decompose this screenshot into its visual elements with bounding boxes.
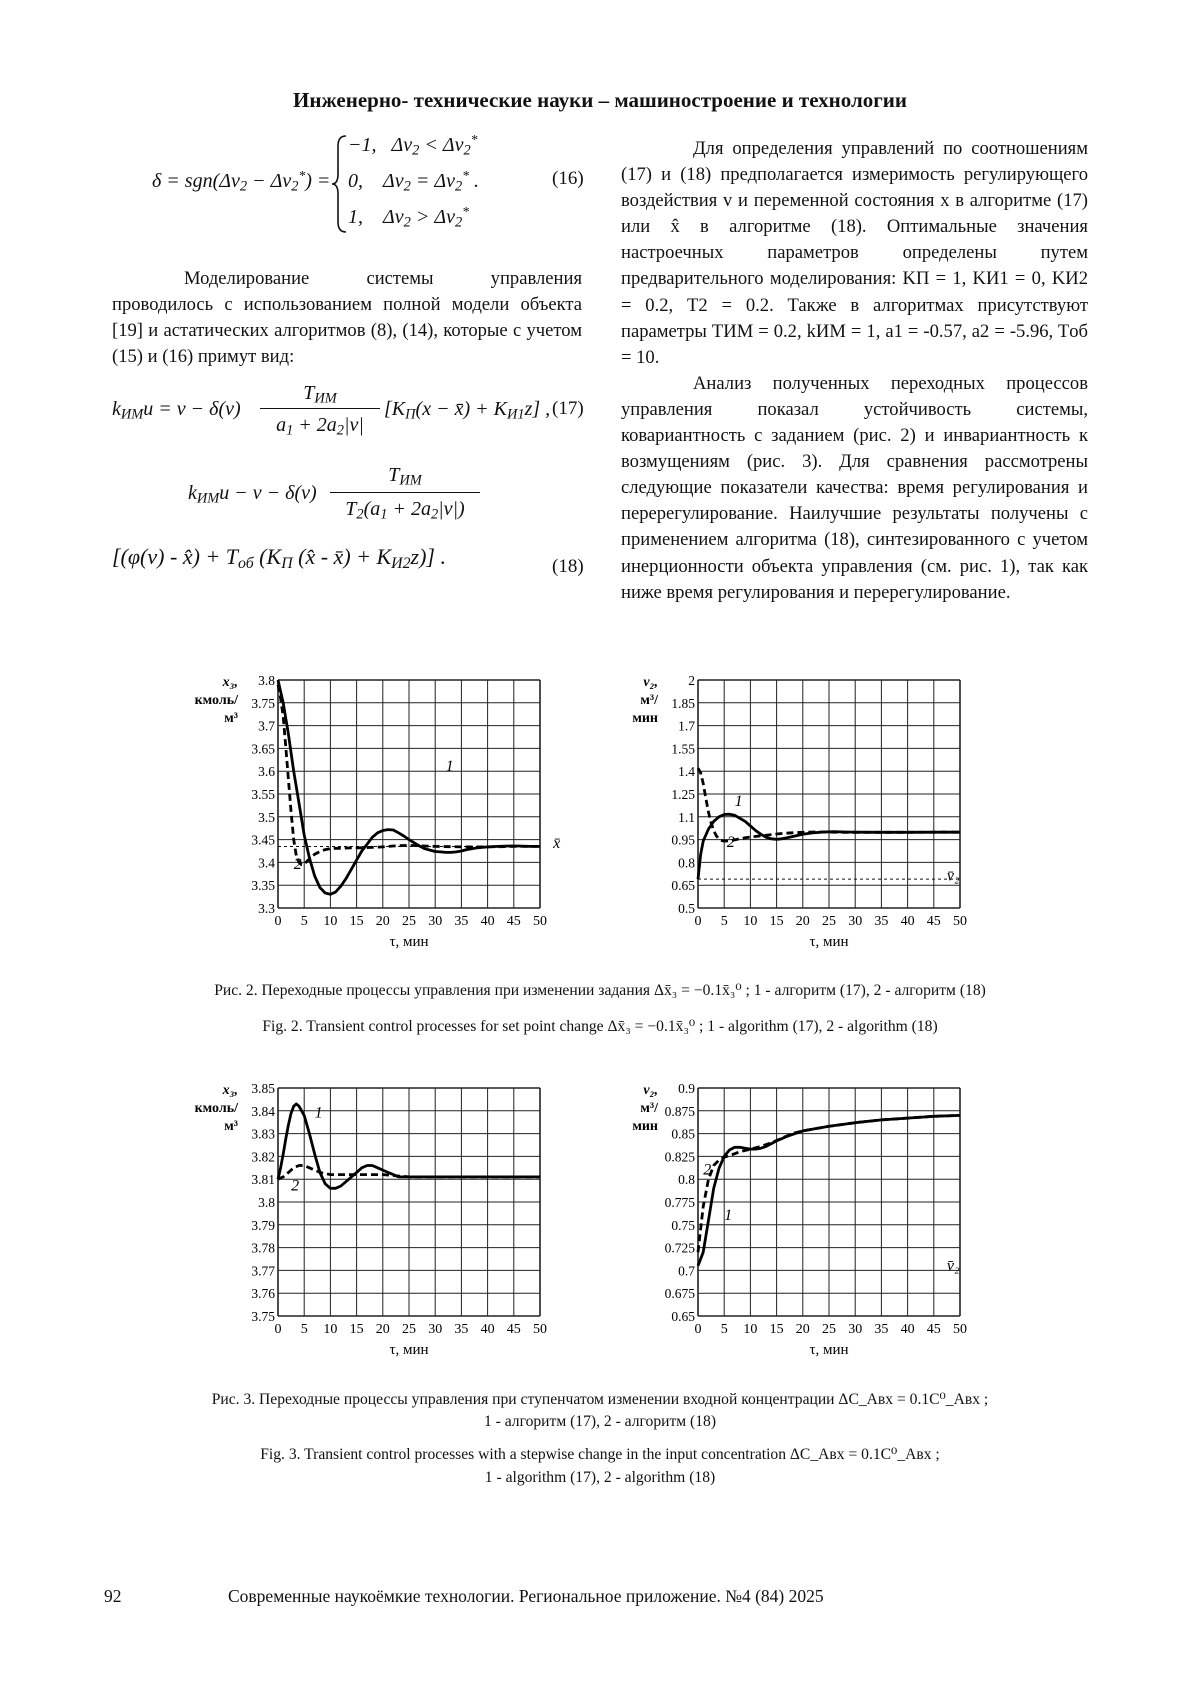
y-tick-label: 1.25 <box>671 787 695 802</box>
y-tick-label: 3.78 <box>251 1240 275 1256</box>
y-tick-label: 0.775 <box>664 1195 695 1210</box>
fig2-caption-en: Fig. 2. Transient control processes for set point change Δx̄₃ = −0.1x̄₃⁰ ; 1 - algorithm (17), 2 - algorithm (18) <box>262 1018 938 1035</box>
y-tick-label: 3.4 <box>258 855 275 871</box>
x-tick-label: 40 <box>900 914 915 929</box>
fig3-caption-ru-line2: 1 - алгоритм (17), 2 - алгоритм (18) <box>483 1413 717 1430</box>
y-tick-label: 3.5 <box>258 809 275 825</box>
y-tick-label: 3.35 <box>251 878 275 894</box>
y-tick-label: 0.85 <box>671 1126 695 1142</box>
x-tick-label: 50 <box>953 914 967 929</box>
x-tick-label: 45 <box>926 1322 941 1337</box>
x-tick-label: 5 <box>720 1322 728 1337</box>
fig3-left-chart <box>190 1068 610 1373</box>
y-axis-label: v₂, <box>643 1083 658 1098</box>
y-tick-label: 3.79 <box>251 1217 275 1233</box>
fig2-caption-ru: Рис. 2. Переходные процессы управления при изменении задания Δx̄₃ = −0.1x̄₃⁰ ; 1 - алгоритм (17), 2 - алгоритм (18) <box>214 982 986 999</box>
y-tick-label: 3.45 <box>251 832 275 848</box>
x-tick-label: 40 <box>480 1322 495 1337</box>
series-2-label: 2 <box>726 834 735 852</box>
x-tick-label: 10 <box>323 914 338 929</box>
journal-title: Современные наукоёмкие технологии. Региональное приложение. №4 (84) 2025 <box>228 1586 824 1606</box>
series-1-label: 1 <box>724 1207 733 1225</box>
x-tick-label: 25 <box>822 914 836 929</box>
y-tick-label: 0.875 <box>664 1103 695 1119</box>
fig3-caption-en-line2: 1 - algorithm (17), 2 - algorithm (18) <box>484 1469 716 1486</box>
y-tick-label: 3.75 <box>251 1309 275 1324</box>
fig2-left-chart <box>190 660 610 965</box>
y-tick-label: 3.3 <box>258 901 275 916</box>
y-tick-label: 0.725 <box>664 1240 695 1256</box>
equation-16-case-1: −1, $\Delta v_2 < \Delta v_2^*$ <box>348 132 478 159</box>
x-tick-label: 35 <box>454 914 469 929</box>
equation-16 <box>112 128 582 238</box>
series-2-label: 2 <box>703 1161 712 1179</box>
y-tick-label: 1.85 <box>671 695 695 711</box>
y-axis-label: мин <box>632 711 658 726</box>
series-1-label: 1 <box>314 1104 323 1122</box>
x-tick-label: 20 <box>375 914 390 929</box>
x-axis-label: τ, мин <box>389 934 429 950</box>
y-tick-label: 0.5 <box>678 901 695 916</box>
x-tick-label: 40 <box>480 914 495 929</box>
x-tick-label: 0 <box>694 1322 702 1337</box>
fig3-right-chart <box>610 1068 1030 1373</box>
x-tick-label: 15 <box>769 1322 784 1337</box>
x-tick-label: 30 <box>848 914 863 929</box>
fig2-right-chart <box>610 660 1030 965</box>
page-number: 92 <box>104 1586 122 1606</box>
equation-18: $k_{ИМ}u - v - \delta(v)$ $T_{ИМ}$ $T_2(a_1 + 2a_2|v|)$ [(φ(v) - x̂) + $T_{об}$ ($K_П$ (x̂ - x̄) + $K_{И2}z$)] . (18) <box>112 464 584 577</box>
x-tick-label: 35 <box>874 914 889 929</box>
series-1-label: 1 <box>734 793 743 811</box>
y-tick-label: 0.825 <box>664 1149 695 1165</box>
y-tick-label: 3.55 <box>251 787 275 802</box>
y-tick-label: 1.4 <box>678 764 695 780</box>
x-tick-label: 0 <box>694 914 702 929</box>
y-tick-label: 3.81 <box>251 1172 275 1188</box>
y-axis-label: м³/ <box>640 693 658 708</box>
reference-label: x̄ <box>553 834 561 852</box>
y-tick-label: 2 <box>688 673 695 688</box>
y-tick-label: 3.8 <box>258 1195 275 1210</box>
y-tick-label: 0.75 <box>671 1217 695 1233</box>
y-tick-label: 3.6 <box>258 764 275 780</box>
y-tick-label: 3.84 <box>251 1103 275 1119</box>
x-tick-label: 0 <box>274 914 282 929</box>
y-axis-label: кмоль/ <box>194 693 238 708</box>
y-tick-label: 3.85 <box>251 1081 275 1096</box>
x-tick-label: 40 <box>900 1322 915 1337</box>
x-tick-label: 5 <box>300 1322 308 1337</box>
x-axis-label: τ, мин <box>809 934 849 950</box>
x-tick-label: 50 <box>953 1322 967 1337</box>
y-axis-label: кмоль/ <box>194 1101 238 1116</box>
equation-16-number: (16) <box>552 168 584 189</box>
x-tick-label: 20 <box>375 1322 390 1337</box>
y-tick-label: 1.7 <box>678 718 695 734</box>
y-axis-label: м³ <box>224 1119 238 1134</box>
y-tick-label: 0.8 <box>678 855 695 871</box>
x-tick-label: 25 <box>402 914 416 929</box>
x-tick-label: 10 <box>743 1322 758 1337</box>
equation-17: $k_{ИМ}u = v - \delta(v)$ $T_{ИМ}$ $a_1 + 2a_2|v|$ [$K_П(x$ − x̄) + $K_{И1}z$] , (17) <box>112 382 584 439</box>
x-tick-label: 15 <box>349 914 364 929</box>
y-tick-label: 3.8 <box>258 673 275 688</box>
x-tick-label: 10 <box>743 914 758 929</box>
brace-icon <box>330 134 348 234</box>
y-axis-label: мин <box>632 1119 658 1134</box>
x-tick-label: 25 <box>822 1322 836 1337</box>
y-tick-label: 3.7 <box>258 718 275 734</box>
x-tick-label: 0 <box>274 1322 282 1337</box>
y-tick-label: 0.9 <box>678 1081 695 1096</box>
x-tick-label: 20 <box>795 1322 810 1337</box>
y-tick-label: 0.8 <box>678 1172 695 1188</box>
y-tick-label: 3.83 <box>251 1126 275 1142</box>
y-axis-label: x₃, <box>222 675 238 690</box>
fig3-caption-ru-line1: Рис. 3. Переходные процессы управления при ступенчатом изменении входной концентрации ΔC_Aвх = 0.1C⁰_Aвх ; <box>211 1391 989 1408</box>
fig3-caption-en-line1: Fig. 3. Transient control processes with a stepwise change in the input concentration ΔC_Aвх = 0.1C⁰_Aвх ; <box>260 1446 940 1463</box>
x-tick-label: 45 <box>506 1322 521 1337</box>
x-tick-label: 25 <box>402 1322 416 1337</box>
y-axis-label: v₂, <box>643 675 658 690</box>
y-tick-label: 0.7 <box>678 1263 695 1279</box>
y-tick-label: 0.95 <box>671 832 695 848</box>
series-2-label: 2 <box>293 856 302 874</box>
right-paragraph-2: Анализ полученных переходных процессов управления показал устойчивость системы, ковариантность с заданием (рис. 2) и инвариантность к возмущениям (рис. 3). Для сравнения рассмотрены следующие показатели качества: время регулирования и перерегулирование. Наилучшие результаты получены с применением алгоритма (18), синтезированного с учетом инерционности объекта управления (см. рис. 1), так как ниже время регулирования и перерегулирование. <box>621 372 1088 603</box>
x-tick-label: 10 <box>323 1322 338 1337</box>
x-tick-label: 30 <box>428 914 443 929</box>
y-tick-label: 0.65 <box>671 878 695 894</box>
y-tick-label: 3.65 <box>251 741 275 757</box>
x-axis-label: τ, мин <box>809 1342 849 1358</box>
x-tick-label: 30 <box>428 1322 443 1337</box>
reference-label: v̄₂ <box>946 867 960 885</box>
reference-label: v̄₂ <box>946 1257 960 1275</box>
x-tick-label: 30 <box>848 1322 863 1337</box>
equation-16-lhs: $\delta = sgn(\Delta v_2 - \Delta v_2^*)$ = <box>152 168 331 195</box>
y-axis-label: м³/ <box>640 1101 658 1116</box>
y-axis-label: м³ <box>224 711 238 726</box>
x-tick-label: 5 <box>300 914 308 929</box>
x-tick-label: 5 <box>720 914 728 929</box>
left-paragraph: Моделирование системы управления проводилось с использованием полной модели объекта [19] и астатических алгоритмов (8), (14), которые с учетом (15) и (16) примут вид: <box>112 268 582 368</box>
y-axis-label: x₃, <box>222 1083 238 1098</box>
y-tick-label: 0.675 <box>664 1286 695 1302</box>
x-axis-label: τ, мин <box>389 1342 429 1358</box>
x-tick-label: 35 <box>454 1322 469 1337</box>
x-tick-label: 15 <box>769 914 784 929</box>
equation-16-case-2: 0, $\Delta v_2 = \Delta v_2^*$ . <box>348 168 479 195</box>
y-tick-label: 1.1 <box>678 809 695 825</box>
right-paragraph-1: Для определения управлений по соотношениям (17) и (18) предполагается измеримость регулирующего воздействия v и переменной состояния x в алгоритме (17) или x̂ в алгоритме (18). Оптимальные значения настроечных параметров определены путем предварительного моделирования: KП = 1, KИ1 = 0, KИ2 = 0.2, T2 = 0.2. Также в алгоритмах присутствуют параметры TИМ = 0.2, kИМ = 1, a1 = -0.57, a2 = -5.96, Tоб = 10. <box>621 138 1088 368</box>
y-tick-label: 1.55 <box>671 741 695 757</box>
x-tick-label: 35 <box>874 1322 889 1337</box>
series-1-label: 1 <box>445 758 454 776</box>
equation-18-number: (18) <box>552 556 584 577</box>
y-tick-label: 3.76 <box>251 1286 275 1302</box>
y-tick-label: 3.75 <box>251 695 275 711</box>
x-tick-label: 50 <box>533 1322 547 1337</box>
series-2-label: 2 <box>291 1177 300 1195</box>
x-tick-label: 15 <box>349 1322 364 1337</box>
y-tick-label: 3.77 <box>251 1263 275 1279</box>
running-header: Инженерно- технические науки – машиностроение и технологии <box>293 88 907 112</box>
y-tick-label: 0.65 <box>671 1309 695 1324</box>
x-tick-label: 45 <box>926 914 941 929</box>
x-tick-label: 20 <box>795 914 810 929</box>
x-tick-label: 45 <box>506 914 521 929</box>
equation-16-case-3: 1, $\Delta v_2 > \Delta v_2^*$ <box>348 204 469 231</box>
equation-17-number: (17) <box>552 398 584 419</box>
y-tick-label: 3.82 <box>251 1149 275 1165</box>
x-tick-label: 50 <box>533 914 547 929</box>
